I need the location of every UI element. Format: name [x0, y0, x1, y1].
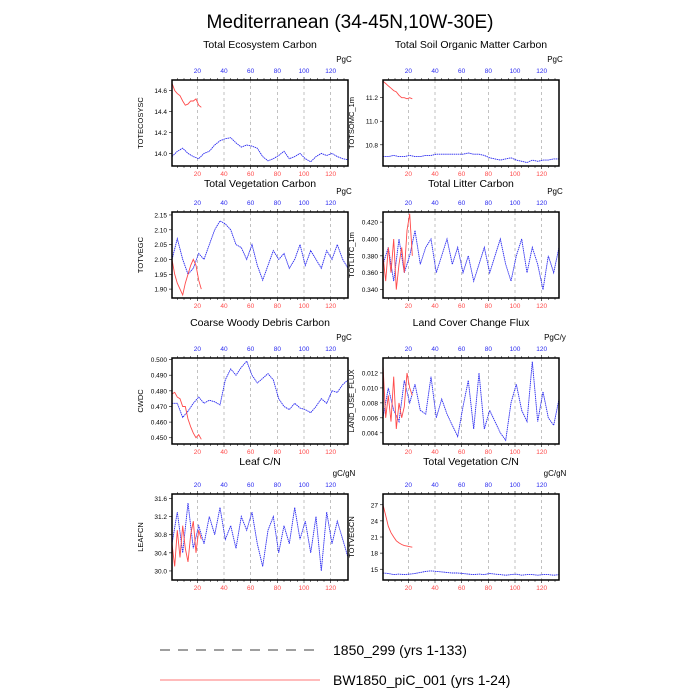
y-tick-label: 2.00: [154, 256, 167, 264]
y-tick-label: 30.8: [154, 532, 167, 540]
bottom-tick-label: 80: [484, 449, 492, 456]
top-tick-label: 60: [247, 68, 255, 75]
series-line-1850_299: [172, 221, 348, 280]
top-tick-label: 60: [247, 482, 255, 489]
top-tick-label: 20: [404, 200, 412, 207]
top-tick-label: 80: [273, 68, 281, 75]
top-tick-label: 80: [273, 346, 281, 353]
bottom-tick-label: 80: [484, 303, 492, 310]
bottom-tick-label: 100: [298, 449, 310, 456]
bottom-tick-label: 100: [509, 171, 521, 178]
y-tick-label: 0.400: [361, 236, 378, 244]
panel-title: Total Soil Organic Matter Carbon: [394, 39, 548, 51]
top-tick-label: 20: [404, 482, 412, 489]
y-axis-label: TOTLITC_1m: [347, 232, 356, 278]
top-tick-label: 60: [458, 346, 466, 353]
panels: [136, 39, 567, 592]
y-tick-label: 0.380: [361, 253, 378, 261]
bottom-tick-label: 100: [509, 585, 521, 592]
figure-title: Mediterranean (34-45N,10W-30E): [206, 12, 494, 33]
top-tick-label: 40: [431, 482, 439, 489]
y-tick-label: 1.90: [154, 286, 167, 294]
y-tick-label: 24: [370, 518, 378, 526]
series-line-1850_299: [383, 231, 559, 290]
y-tick-label: 18: [370, 550, 378, 558]
panel-title: Land Cover Change Flux: [412, 317, 530, 329]
top-tick-label: 20: [193, 346, 201, 353]
bottom-tick-label: 40: [220, 171, 228, 178]
panel-title: Total Litter Carbon: [428, 178, 514, 190]
bottom-tick-label: 100: [509, 303, 521, 310]
top-tick-label: 80: [273, 482, 281, 489]
series-line-1850_299: [383, 362, 559, 441]
y-tick-label: 31.6: [154, 496, 167, 504]
panel-title: Leaf C/N: [239, 456, 281, 468]
bottom-tick-label: 80: [273, 303, 281, 310]
series-line-1850_299: [172, 503, 348, 571]
top-tick-label: 80: [484, 68, 492, 75]
unit-label: PgC/y: [544, 333, 566, 342]
y-tick-label: 0.450: [150, 435, 167, 443]
y-tick-label: 31.2: [154, 514, 167, 522]
bottom-tick-label: 40: [220, 303, 228, 310]
bottom-tick-label: 20: [404, 585, 412, 592]
y-tick-label: 0.470: [150, 403, 167, 411]
top-tick-label: 120: [325, 346, 337, 353]
top-tick-label: 20: [404, 346, 412, 353]
bottom-tick-label: 20: [193, 171, 201, 178]
y-tick-label: 0.010: [361, 385, 378, 393]
y-tick-label: 1.95: [154, 271, 167, 279]
unit-label: gC/gN: [543, 469, 567, 478]
y-tick-label: 0.008: [361, 400, 378, 408]
y-tick-label: 0.006: [361, 415, 378, 423]
panel-totlitc_1m: [347, 178, 563, 310]
bottom-tick-label: 40: [431, 449, 439, 456]
bottom-tick-label: 100: [298, 303, 310, 310]
top-tick-label: 100: [509, 68, 521, 75]
bottom-tick-label: 40: [220, 585, 228, 592]
y-tick-label: 14.6: [154, 87, 167, 95]
top-tick-label: 20: [404, 68, 412, 75]
y-axis-label: TOTVEGCN: [347, 516, 356, 558]
bottom-tick-label: 60: [247, 449, 255, 456]
y-axis-label: CWDC: [136, 389, 145, 413]
y-tick-label: 0.360: [361, 270, 378, 278]
bottom-tick-label: 100: [298, 171, 310, 178]
top-tick-label: 20: [193, 68, 201, 75]
unit-label: PgC: [336, 333, 352, 342]
y-tick-label: 27: [370, 502, 378, 510]
bottom-tick-label: 40: [431, 303, 439, 310]
bottom-tick-label: 120: [536, 585, 548, 592]
top-tick-label: 40: [220, 482, 228, 489]
bottom-tick-label: 60: [458, 585, 466, 592]
unit-label: PgC: [336, 187, 352, 196]
plot-frame: [383, 80, 559, 166]
y-axis-label: LEAFCN: [136, 522, 145, 552]
bottom-tick-label: 80: [273, 449, 281, 456]
legend: [160, 642, 510, 688]
bottom-tick-label: 120: [325, 303, 337, 310]
panel-leafcn: [136, 456, 356, 592]
top-tick-label: 80: [484, 200, 492, 207]
top-tick-label: 80: [273, 200, 281, 207]
bottom-tick-label: 40: [431, 171, 439, 178]
legend-label-1850_299: 1850_299 (yrs 1-133): [333, 642, 467, 658]
bottom-tick-label: 20: [404, 303, 412, 310]
top-tick-label: 40: [220, 200, 228, 207]
bottom-tick-label: 60: [247, 303, 255, 310]
top-tick-label: 20: [193, 482, 201, 489]
bottom-tick-label: 40: [431, 585, 439, 592]
panel-totecosysc: [136, 39, 352, 178]
panel-cwdc: [136, 317, 352, 456]
legend-label-bw1850: BW1850_piC_001 (yrs 1-24): [333, 672, 511, 688]
y-tick-label: 0.012: [361, 370, 378, 378]
bottom-tick-label: 120: [536, 303, 548, 310]
bottom-tick-label: 80: [273, 171, 281, 178]
bottom-tick-label: 100: [298, 585, 310, 592]
top-tick-label: 120: [536, 346, 548, 353]
top-tick-label: 120: [325, 200, 337, 207]
bottom-tick-label: 60: [247, 171, 255, 178]
top-tick-label: 100: [509, 200, 521, 207]
series-line-bw1850: [383, 81, 412, 99]
panel-title: Coarse Woody Debris Carbon: [190, 317, 330, 329]
y-tick-label: 0.490: [150, 372, 167, 380]
bottom-tick-label: 60: [458, 171, 466, 178]
top-tick-label: 80: [484, 482, 492, 489]
plot-frame: [383, 212, 559, 298]
top-tick-label: 120: [536, 482, 548, 489]
top-tick-label: 60: [458, 482, 466, 489]
bottom-tick-label: 120: [536, 171, 548, 178]
bottom-tick-label: 20: [404, 171, 412, 178]
panel-title: Total Vegetation Carbon: [203, 178, 317, 190]
bottom-tick-label: 20: [193, 585, 201, 592]
y-tick-label: 2.05: [154, 242, 167, 250]
top-tick-label: 120: [325, 68, 337, 75]
top-tick-label: 120: [536, 68, 548, 75]
panel-title: Total Ecosystem Carbon: [203, 39, 317, 51]
panel-totvegcn: [347, 456, 567, 592]
bottom-tick-label: 20: [193, 303, 201, 310]
bottom-tick-label: 120: [536, 449, 548, 456]
top-tick-label: 60: [247, 346, 255, 353]
top-tick-label: 120: [536, 200, 548, 207]
unit-label: PgC: [547, 55, 563, 64]
bottom-tick-label: 60: [458, 303, 466, 310]
top-tick-label: 40: [431, 200, 439, 207]
plot-frame: [172, 358, 348, 444]
bottom-tick-label: 80: [484, 171, 492, 178]
bottom-tick-label: 120: [325, 171, 337, 178]
bottom-tick-label: 40: [220, 449, 228, 456]
plot-frame: [172, 494, 348, 580]
top-tick-label: 100: [509, 482, 521, 489]
panel-totsomc_1m: [347, 39, 563, 178]
y-tick-label: 14.2: [154, 129, 167, 137]
series-line-bw1850: [383, 505, 412, 547]
y-axis-label: TOTVEGC: [136, 236, 145, 274]
y-axis-label: TOTSOMC_1m: [347, 97, 356, 149]
series-line-bw1850: [172, 83, 201, 107]
series-line-1850_299: [383, 153, 559, 163]
bottom-tick-label: 120: [325, 585, 337, 592]
y-axis-label: LAND_USE_FLUX: [347, 369, 356, 433]
bottom-tick-label: 60: [458, 449, 466, 456]
top-tick-label: 40: [220, 346, 228, 353]
bottom-tick-label: 60: [247, 585, 255, 592]
top-tick-label: 60: [247, 200, 255, 207]
y-tick-label: 21: [370, 534, 378, 542]
top-tick-label: 120: [325, 482, 337, 489]
top-tick-label: 80: [484, 346, 492, 353]
y-tick-label: 14.4: [154, 108, 167, 116]
top-tick-label: 20: [193, 200, 201, 207]
y-tick-label: 11.0: [365, 118, 378, 126]
top-tick-label: 100: [298, 482, 310, 489]
y-tick-label: 11.2: [365, 95, 378, 103]
top-tick-label: 100: [298, 68, 310, 75]
y-tick-label: 14.0: [154, 150, 167, 158]
panel-totvegc: [136, 178, 352, 310]
bottom-tick-label: 20: [404, 449, 412, 456]
y-tick-label: 15: [370, 566, 378, 574]
series-line-1850_299: [172, 138, 348, 162]
unit-label: PgC: [336, 55, 352, 64]
y-tick-label: 2.15: [154, 212, 167, 220]
series-line-bw1850: [172, 259, 201, 295]
y-tick-label: 0.004: [361, 430, 378, 438]
top-tick-label: 60: [458, 200, 466, 207]
series-line-1850_299: [172, 361, 348, 417]
bottom-tick-label: 20: [193, 449, 201, 456]
y-tick-label: 0.340: [361, 287, 378, 295]
bottom-tick-label: 100: [509, 449, 521, 456]
y-tick-label: 2.10: [154, 227, 167, 235]
y-axis-label: TOTECOSYSC: [136, 97, 145, 149]
y-tick-label: 0.420: [361, 219, 378, 227]
panel-land_use_flux: [347, 317, 566, 456]
top-tick-label: 40: [431, 346, 439, 353]
top-tick-label: 100: [298, 346, 310, 353]
y-tick-label: 10.8: [365, 142, 378, 150]
top-tick-label: 100: [298, 200, 310, 207]
top-tick-label: 40: [431, 68, 439, 75]
plot-frame: [383, 494, 559, 580]
y-tick-label: 30.4: [154, 550, 167, 558]
bottom-tick-label: 80: [484, 585, 492, 592]
y-tick-label: 0.500: [150, 357, 167, 365]
y-tick-label: 30.0: [154, 568, 167, 576]
top-tick-label: 60: [458, 68, 466, 75]
unit-label: gC/gN: [332, 469, 356, 478]
series-line-bw1850: [172, 521, 201, 566]
top-tick-label: 40: [220, 68, 228, 75]
top-tick-label: 100: [509, 346, 521, 353]
bottom-tick-label: 80: [273, 585, 281, 592]
series-line-1850_299: [383, 571, 559, 575]
bottom-tick-label: 120: [325, 449, 337, 456]
y-tick-label: 0.480: [150, 388, 167, 396]
panel-title: Total Vegetation C/N: [423, 456, 519, 468]
y-tick-label: 0.460: [150, 419, 167, 427]
unit-label: PgC: [547, 187, 563, 196]
